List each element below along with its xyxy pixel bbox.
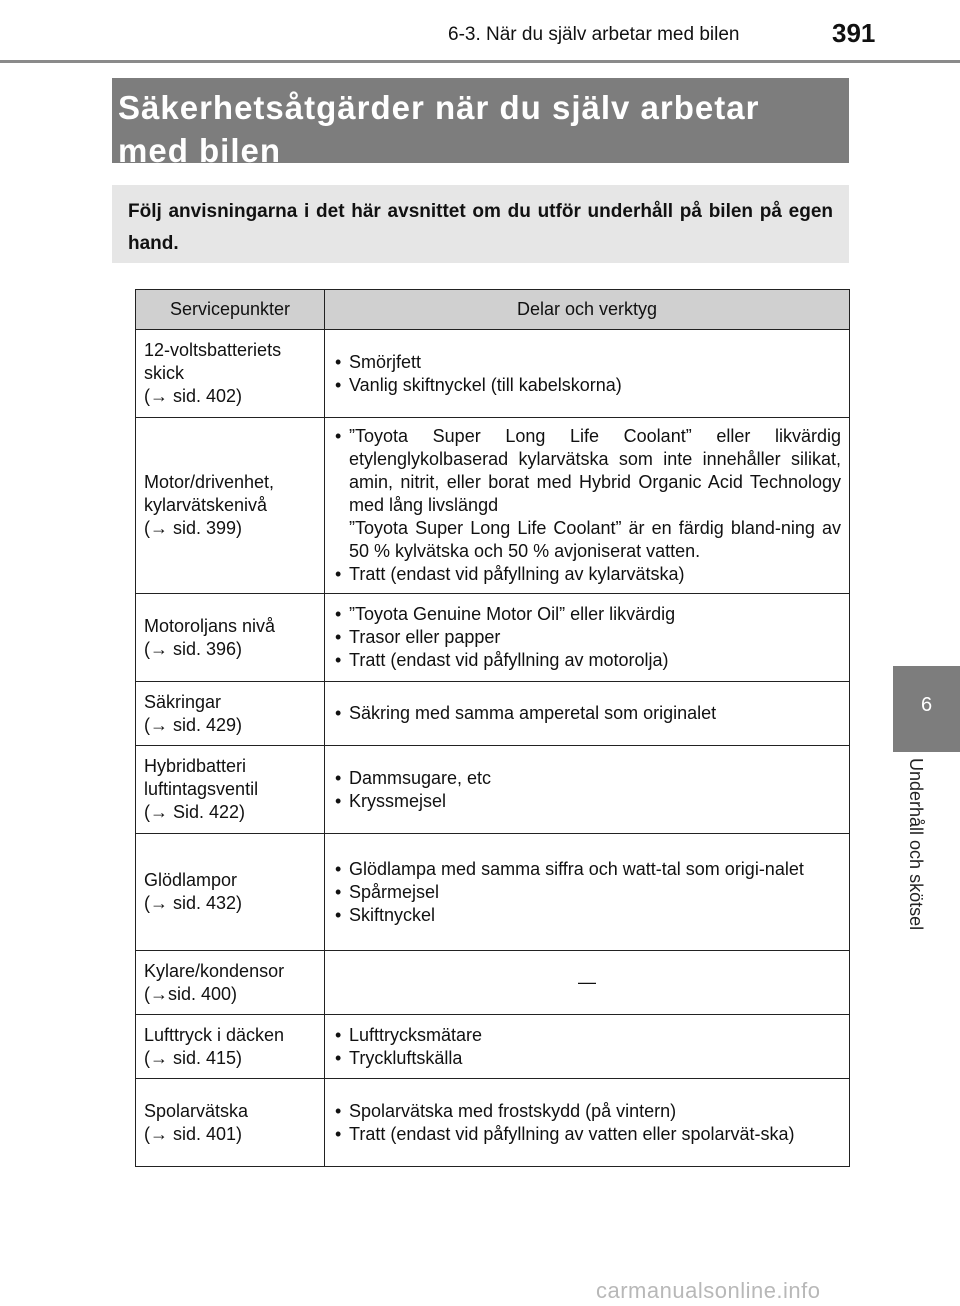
title-box: [112, 78, 849, 169]
service-point-line: (→ sid. 429): [144, 714, 243, 735]
column-header-tools: Delar och verktyg: [325, 290, 850, 330]
service-point-line: (→ sid. 402): [144, 386, 243, 406]
tools-list: [333, 1100, 841, 1146]
tools-list: [333, 858, 841, 927]
table-row: [136, 418, 850, 594]
tools-list: [333, 425, 841, 586]
list-item-text: Spårmejsel: [349, 881, 440, 902]
bullet-icon: •: [335, 604, 342, 624]
list-item-note: [333, 517, 841, 563]
list-item-text: ”Toyota Super Long Life Coolant” eller likvärdig etylenglykolbaserad kylarvätska som inte innehåller silikat, amin, nitrit, eller borat med Hybrid Organic Acid Technology med lång livslängd: [349, 426, 841, 515]
list-item-text: ”Toyota Genuine Motor Oil” eller likvärdig: [349, 604, 676, 624]
service-point-line: skick: [144, 363, 184, 383]
table-row: [136, 834, 850, 951]
page-title: [118, 86, 849, 172]
list-item: [333, 351, 841, 374]
service-point-cell: [136, 834, 325, 951]
list-item-text: Tratt (endast vid påfyllning av motorolja): [349, 650, 669, 670]
tools-list: [333, 767, 841, 813]
table-row: [136, 330, 850, 418]
list-item-text: Vanlig skiftnyckel (till kabelskorna): [349, 374, 622, 395]
tools-cell: [325, 746, 850, 834]
service-point-line: (→ sid. 396): [144, 638, 243, 659]
service-point-cell: [136, 1079, 325, 1167]
tools-list: [333, 603, 841, 672]
list-item-text: Lufttrycksmätare: [349, 1024, 483, 1045]
bullet-icon: •: [335, 374, 342, 395]
list-item-text: Dammsugare, etc: [349, 767, 492, 788]
tools-cell: [325, 1079, 850, 1167]
tools-list: [333, 351, 841, 397]
service-point-cell: [136, 682, 325, 746]
list-item: [333, 1024, 841, 1047]
bullet-icon: •: [335, 627, 342, 647]
service-point-line: Säkringar: [144, 691, 222, 712]
tools-cell: [325, 418, 850, 594]
chapter-number: 6: [920, 694, 933, 716]
list-item: [333, 563, 841, 586]
list-item-text: Tryckluftskälla: [349, 1047, 463, 1068]
intro-box: [112, 185, 849, 263]
service-point-line: Glödlampor: [144, 870, 238, 890]
bullet-icon: •: [335, 858, 342, 879]
bullet-icon: •: [335, 790, 342, 811]
service-point-line: Kylare/kondensor: [144, 960, 285, 981]
service-point-line: (→ sid. 401): [144, 1123, 243, 1144]
table-row: [136, 594, 850, 682]
list-item: [333, 425, 841, 517]
table-row: [136, 682, 850, 746]
list-item-text: Trasor eller papper: [349, 627, 501, 647]
service-point-cell: [136, 330, 325, 418]
service-point-line: kylarvätskenivå: [144, 495, 268, 515]
service-point-cell: [136, 594, 325, 682]
service-point-cell: [136, 746, 325, 834]
service-table: [135, 289, 850, 1167]
list-item-text: Skiftnyckel: [349, 904, 436, 925]
table-row: [136, 746, 850, 834]
page-title-line2: med bilen: [118, 132, 282, 169]
list-item-text: Tratt (endast vid påfyllning av vatten eller spolarvät-ska): [349, 1123, 795, 1144]
list-item: [333, 626, 841, 649]
bullet-icon: •: [335, 1123, 342, 1144]
no-tools-dash: —: [578, 972, 596, 992]
service-point-line: Motoroljans nivå: [144, 615, 276, 636]
side-tab: [893, 666, 960, 752]
bullet-icon: •: [335, 703, 342, 723]
chapter-label: Underhåll och skötsel: [906, 758, 926, 931]
page-number: 391: [832, 18, 876, 48]
service-point-line: (→ sid. 432): [144, 893, 243, 913]
service-point-line: Hybridbatteri: [144, 756, 247, 776]
list-item: [333, 1047, 841, 1070]
list-item: [333, 767, 841, 790]
column-header-service: Servicepunkter: [136, 290, 325, 330]
list-item-text: Smörjfett: [349, 351, 422, 372]
list-item: [333, 603, 841, 626]
service-point-line: (→ sid. 399): [144, 518, 243, 538]
table-row: [136, 1079, 850, 1167]
bullet-icon: •: [335, 1100, 342, 1121]
tools-cell: [325, 330, 850, 418]
bullet-icon: •: [335, 881, 342, 902]
table-body: [136, 330, 850, 1167]
header-rule: [0, 60, 960, 63]
list-item-text: Glödlampa med samma siffra och watt-tal som origi-nalet: [349, 858, 804, 879]
bullet-icon: •: [335, 426, 342, 446]
service-point-cell: [136, 418, 325, 594]
tools-cell: [325, 1015, 850, 1079]
side-label: [893, 758, 960, 958]
service-point-cell: [136, 1015, 325, 1079]
bullet-icon: •: [335, 904, 342, 925]
tools-cell: [325, 951, 850, 1015]
service-point-line: Spolarvätska: [144, 1100, 249, 1121]
page-header-section: 6-3. När du själv arbetar med bilen: [448, 24, 740, 45]
intro-text: Följ anvisningarna i det här avsnittet om du utför underhåll på bilen på egen hand.: [128, 201, 833, 254]
service-point-line: 12-voltsbatteriets: [144, 340, 282, 360]
tools-list: [333, 702, 841, 725]
service-point-line: (→sid. 400): [144, 983, 238, 1004]
service-point-line: Motor/drivenhet,: [144, 472, 275, 492]
table-header-row: [136, 290, 850, 330]
list-item: [333, 881, 841, 904]
bullet-icon: •: [335, 650, 342, 670]
tools-cell: [325, 834, 850, 951]
service-point-line: Lufttryck i däcken: [144, 1024, 285, 1045]
tools-cell: [325, 594, 850, 682]
list-item-text: Spolarvätska med frostskydd (på vintern): [349, 1100, 677, 1121]
list-item: [333, 1123, 841, 1146]
service-point-line: luftintagsventil: [144, 779, 259, 799]
list-item: [333, 374, 841, 397]
tools-list: [333, 1024, 841, 1070]
bullet-icon: •: [335, 1024, 342, 1045]
list-item: [333, 790, 841, 813]
service-point-cell: [136, 951, 325, 1015]
service-point-line: (→ Sid. 422): [144, 802, 246, 822]
list-item: [333, 904, 841, 927]
list-item-text: Kryssmejsel: [349, 790, 447, 811]
watermark: carmanualsonline.info: [596, 1278, 821, 1303]
table-row: [136, 951, 850, 1015]
list-item-text: Säkring med samma amperetal som originalet: [349, 703, 717, 723]
bullet-icon: •: [335, 1047, 342, 1068]
list-item: [333, 702, 841, 725]
service-point-line: (→ sid. 415): [144, 1047, 243, 1068]
bullet-icon: •: [335, 564, 342, 584]
bullet-icon: •: [335, 767, 342, 788]
bullet-icon: •: [335, 351, 342, 372]
list-item-text: Tratt (endast vid påfyllning av kylarvätska): [349, 564, 685, 584]
list-item: [333, 858, 841, 881]
list-item: [333, 1100, 841, 1123]
tool-note-text: ”Toyota Super Long Life Coolant” är en färdig bland-ning av 50 % kylvätska och 50 % avjoniserat vatten.: [349, 518, 841, 561]
tools-cell: [325, 682, 850, 746]
table-row: [136, 1015, 850, 1079]
page-title-line1: Säkerhetsåtgärder när du själv arbetar: [118, 89, 760, 126]
list-item: [333, 649, 841, 672]
